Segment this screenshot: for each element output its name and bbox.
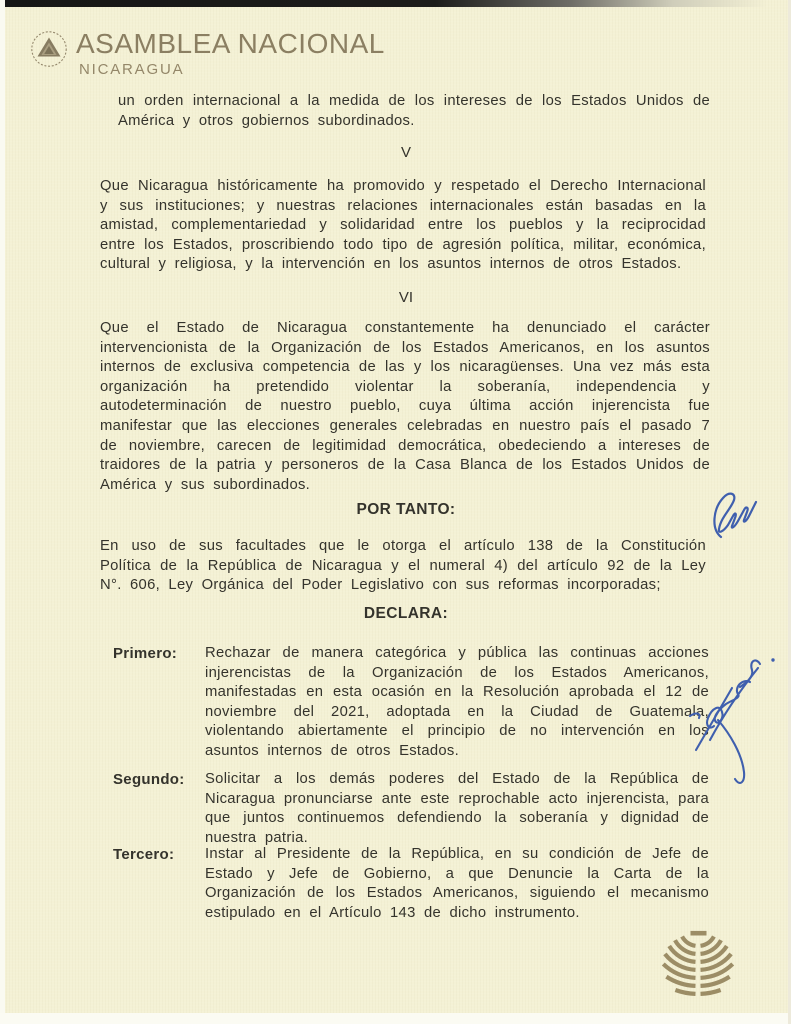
declara-item-label-tercero: Tercero: [113, 846, 175, 863]
declara-item-text-segundo: Solicitar a los demás poderes del Estado de la República de Nicaragua pronunciarse ante este reprochable acto injerencista, para que juntos continuemos defendiendo la soberanía y dignidad de nuestra patria. [205, 771, 709, 846]
declara-item-text-tercero: Instar al Presidente de la República, en su condición de Jefe de Estado y Jefe de Gobierno, a que Denuncie la Carta de la Organización de los Estados Americanos, siguiendo el mecanismo estipulado en el Artículo 143 de dicho instrumento. [205, 846, 709, 921]
assembly-seal-icon [29, 29, 69, 69]
org-name: ASAMBLEA NACIONAL [76, 28, 385, 59]
section-numeral-v: V [400, 144, 411, 161]
org-country: NICARAGUA [79, 61, 185, 78]
section-numeral-vi: VI [398, 289, 414, 306]
signature-initials-icon [705, 485, 765, 547]
heading-declara: DECLARA: [363, 605, 449, 622]
paragraph-facultades: En uso de sus facultades que le otorga el artículo 138 de la Constitución Política de la República de Nicaragua y el numeral 4) del artículo 92 de la Ley N°. 606, Ley Orgánica del Poder Legislativo con sus reformas incorporadas; [100, 538, 706, 594]
declara-item-label-segundo: Segundo: [113, 771, 185, 788]
paragraph-section-vi: Que el Estado de Nicaragua constantemente ha denunciado el carácter intervencionista de la Organización de los Estados Americanos, en los asuntos internos de exclusiva competencia de las y los nicaragüenses. Una vez más esta organización ha pretendido violentar la soberanía, independencia y autodeterminación de nuestro pueblo, cuya última acción injerencista fue manifestar que las elecciones generales celebradas en nuestro país el pasado 7 de noviembre, carecen de legitimidad democrática, obedeciendo a intereses de traidores de la patria y personeros de la Casa Blanca de los Estados Unidos de América y sus subordinados. [100, 320, 710, 493]
declara-item-text-primero: Rechazar de manera categórica y pública las continuas acciones injerencistas de la Organización de los Estados Americanos, manifestadas en esta ocasión en la Resolución aprobada el 12 de noviembre del 2021, adoptada en la Ciudad de Guatemala, violentando abiertamente el principio de no intervención en los asuntos internos de otros Estados. [205, 645, 709, 759]
heading-por-tanto: POR TANTO: [356, 501, 456, 518]
scan-edge-left [0, 0, 5, 1024]
paragraph-intro-continuation: un orden internacional a la medida de los intereses de los Estados Unidos de América y otros gobiernos subordinados. [118, 93, 710, 129]
hemicycle-logo-icon [628, 930, 768, 1002]
paragraph-section-v: Que Nicaragua históricamente ha promovido y respetado el Derecho Internacional y sus instituciones; y nuestras relaciones internacionales están basadas en la amistad, complementariedad y solidaridad entre los pueblos y la reciprocidad entre los Estados, proscribiendo todo tipo de agresión política, militar, económica, cultural y religiosa, y la intervención en los asuntos internos de otros Estados. [100, 178, 706, 273]
declara-item-label-primero: Primero: [113, 645, 178, 662]
scan-edge-bottom [0, 1013, 791, 1024]
scan-edge-top [0, 0, 791, 7]
